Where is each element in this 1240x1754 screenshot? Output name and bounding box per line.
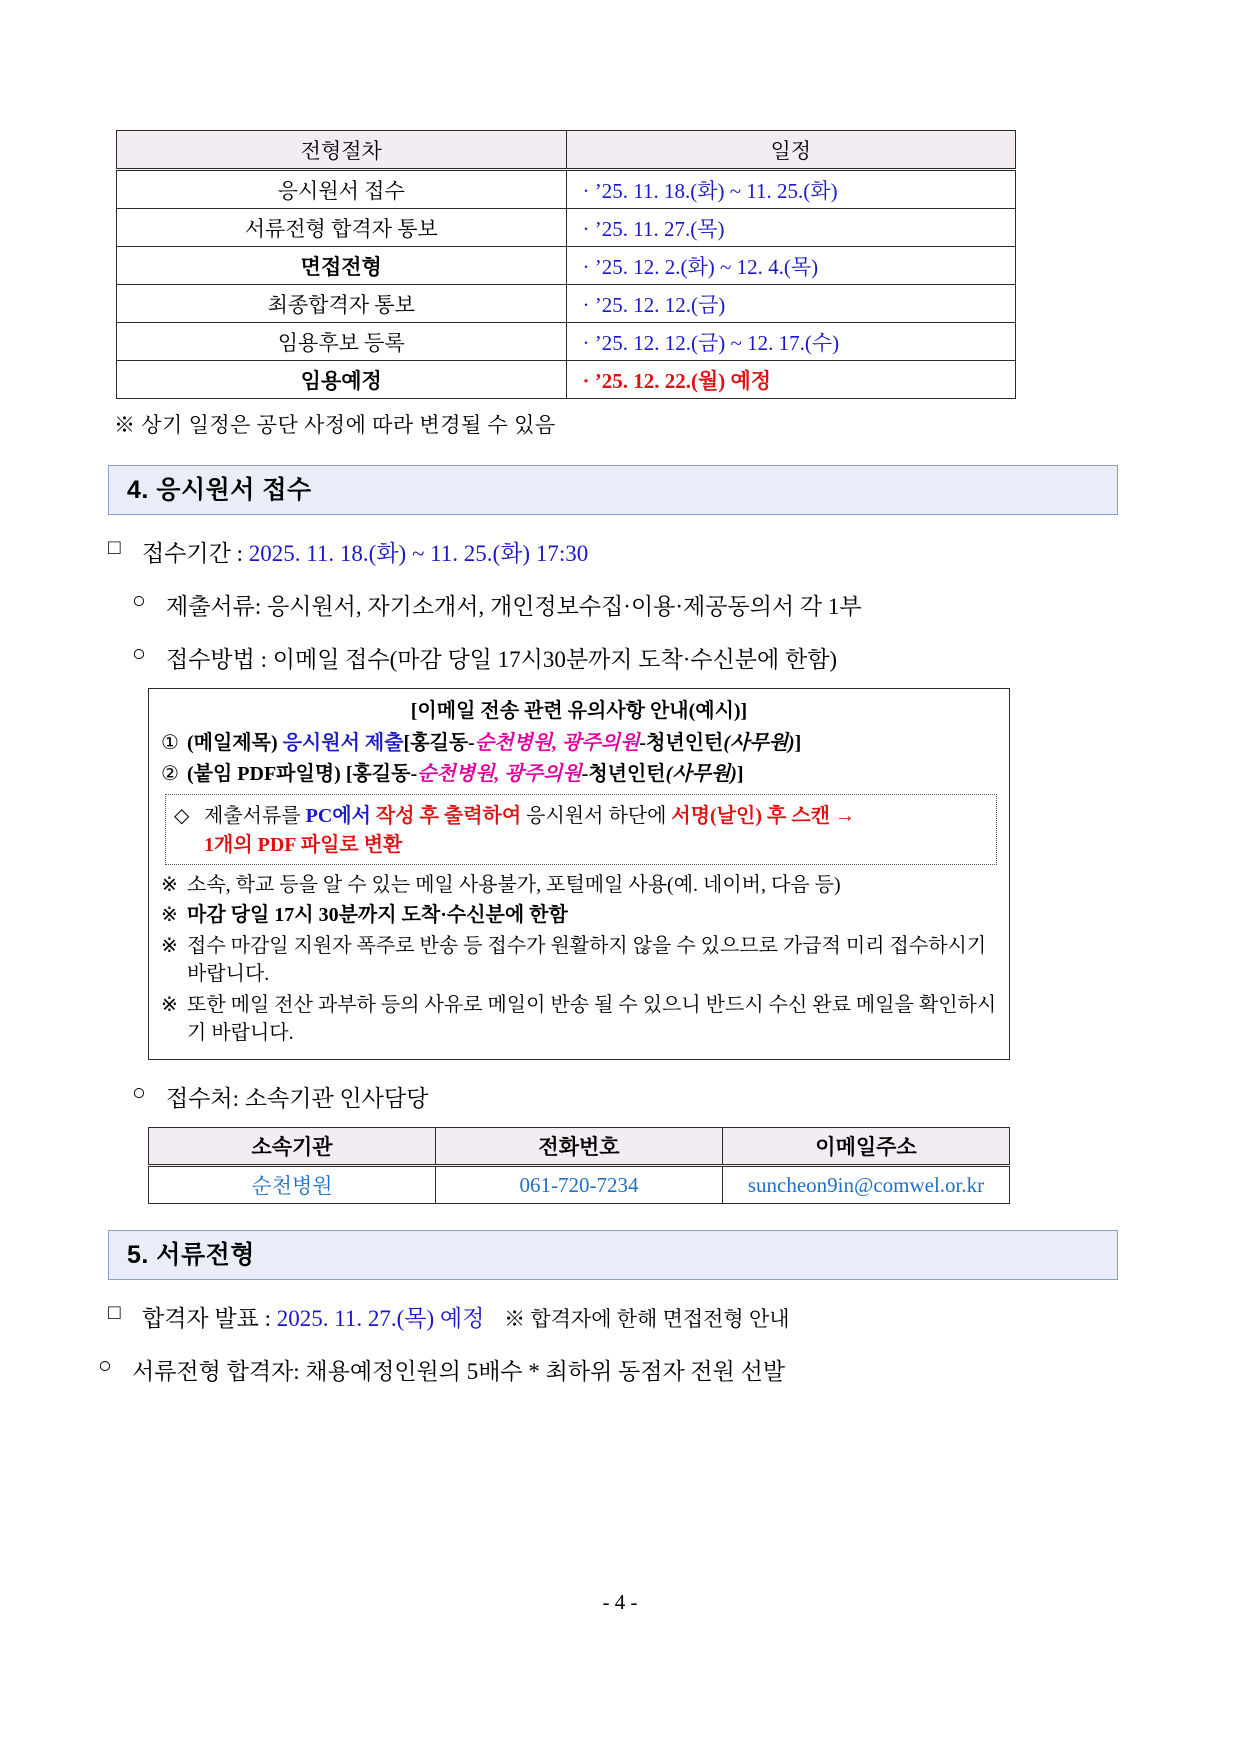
cell-org: 순천병원 <box>149 1166 436 1204</box>
pdf-conversion-notice <box>165 794 997 865</box>
cell-process: 임용후보 등록 <box>117 323 567 361</box>
email-note-4-text: 또한 메일 전산 과부하 등의 사유로 메일이 반송 될 수 있으니 반드시 수신 완료 메일을 확인하시기 바랍니다. <box>187 993 997 1044</box>
email-note-3-text: 접수 마감일 지원자 폭주로 반송 등 접수가 원활하지 않을 수 있으므로 가급적 미리 접수하시기 바랍니다. <box>187 934 987 986</box>
announcement-text <box>142 1300 1118 1333</box>
receiver-row <box>108 1080 1118 1113</box>
dash-4: - <box>581 762 589 785</box>
pdf-bracket-close: ] <box>736 762 744 785</box>
schedule-table-head <box>117 131 1016 170</box>
table-row <box>149 1166 1010 1204</box>
cell-date: · ’25. 12. 2.(화) ~ 12. 4.(목) <box>566 247 1016 285</box>
method-text: 접수방법 : 이메일 접수(마감 당일 17시30분까지 도착·수신분에 한함) <box>166 647 838 672</box>
email-notice-box <box>148 688 1010 1060</box>
email-note-2-text: 마감 당일 17시 30분까지 도착·수신분에 한함 <box>187 904 568 927</box>
section-heading-5: 5. 서류전형 <box>108 1230 1118 1280</box>
method-row <box>108 641 1118 674</box>
announcement-note: ※ 합격자에 한해 면접전형 안내 <box>504 1307 790 1332</box>
cell-date: · ’25. 11. 18.(화) ~ 11. 25.(화) <box>566 170 1016 209</box>
circle-bullet-icon: ○ <box>132 588 146 613</box>
table-row <box>117 170 1016 209</box>
star-bullet-icon: ※ <box>161 934 178 957</box>
square-bullet-icon: □ <box>108 535 121 559</box>
pdf-conv-pc: PC에서 <box>305 805 371 828</box>
passers-row <box>98 1353 1118 1386</box>
cell-process: 서류전형 합격자 통보 <box>117 209 567 247</box>
section-heading-4: 4. 응시원서 접수 <box>108 465 1118 515</box>
star-bullet-icon: ※ <box>161 993 178 1016</box>
job-type-2: (사무원) <box>665 762 737 785</box>
cell-date: · ’25. 12. 22.(월) 예정 <box>566 361 1016 399</box>
cell-date: · ’25. 12. 12.(금) ~ 12. 17.(수) <box>566 323 1016 361</box>
pdf-conv-t5: 응시원서 하단에 <box>521 805 672 828</box>
circle-bullet-icon: ○ <box>132 1080 146 1106</box>
mail-subject-label: (메일제목) <box>187 732 278 755</box>
hospital-name-1: 순천병원, 광주의원 <box>474 732 640 755</box>
contact-table-head <box>149 1128 1010 1166</box>
mail-subject-bracket-close: ] <box>794 732 802 755</box>
dash-1: - <box>468 732 475 755</box>
circled-number-1-icon: ① <box>161 732 179 755</box>
diamond-bullet-icon: ◇ <box>174 805 190 828</box>
page-number: - 4 - <box>602 1590 638 1614</box>
table-header-row <box>117 131 1016 170</box>
pdf-conv-convert: 1개의 PDF 파일로 변환 <box>204 833 403 856</box>
email-notice-item-1-text <box>187 729 997 757</box>
cell-date: · ’25. 12. 12.(금) <box>566 285 1016 323</box>
column-header-date: 일정 <box>566 131 1016 170</box>
mail-subject-emphasis: 응시원서 제출 <box>282 732 404 755</box>
cell-date: · ’25. 11. 27.(목) <box>566 209 1016 247</box>
position-name-1: 청년인턴 <box>646 732 724 755</box>
table-row <box>117 247 1016 285</box>
announcement-label: 합격자 발표 : <box>142 1306 277 1332</box>
circled-number-2-icon: ② <box>161 762 179 785</box>
receipt-period-text <box>142 535 1118 568</box>
column-header-phone: 전화번호 <box>436 1128 723 1166</box>
table-row <box>117 323 1016 361</box>
receipt-period-value: 2025. 11. 18.(화) ~ 11. 25.(화) 17:30 <box>248 541 589 566</box>
cell-process: 응시원서 접수 <box>117 170 567 209</box>
receiver-text: 접수처: 소속기관 인사담당 <box>166 1086 429 1112</box>
pdf-conv-sign: 서명(날인) 후 스캔 → <box>671 805 855 828</box>
square-bullet-icon: □ <box>108 1300 121 1325</box>
cell-process: 임용예정 <box>117 361 567 399</box>
cell-process: 면접전형 <box>117 247 567 285</box>
contact-table <box>148 1127 1010 1204</box>
pdf-conv-print: 작성 후 출력하여 <box>375 805 522 828</box>
documents-text: 제출서류: 응시원서, 자기소개서, 개인정보수집·이용·제공동의서 각 1부 <box>166 594 862 619</box>
receipt-period-row <box>108 535 1118 568</box>
column-header-process: 전형절차 <box>117 131 567 170</box>
passers-text: 서류전형 합격자: 채용예정인원의 5배수 * 최하위 동점자 전원 선발 <box>132 1359 786 1385</box>
email-note-3 <box>161 932 997 989</box>
pdf-conv-t1: 제출서류를 <box>204 805 306 828</box>
table-header-row <box>149 1128 1010 1166</box>
pdf-conversion-line <box>174 802 988 859</box>
pdf-bracket-open: [홍길동 <box>345 762 411 785</box>
star-bullet-icon: ※ <box>161 873 178 896</box>
table-row <box>117 285 1016 323</box>
table-row <box>117 209 1016 247</box>
dash-3: - <box>410 762 418 785</box>
contact-table-body <box>149 1166 1010 1204</box>
circle-bullet-icon: ○ <box>98 1353 112 1379</box>
announcement-row <box>108 1300 1118 1333</box>
hospital-name-2: 순천병원, 광주의원 <box>417 762 582 785</box>
cell-email: suncheon9in@comwel.or.kr <box>723 1166 1010 1204</box>
cell-phone: 061-720-7234 <box>436 1166 723 1204</box>
circle-bullet-icon: ○ <box>132 641 146 666</box>
email-notice-item-1 <box>161 729 997 757</box>
receipt-period-label: 접수기간 : <box>142 541 249 566</box>
email-notice-title: [이메일 전송 관련 유의사항 안내(예시)] <box>410 700 748 722</box>
schedule-note: ※ 상기 일정은 공단 사정에 따라 변경될 수 있음 <box>114 413 556 437</box>
email-note-1 <box>161 871 997 899</box>
pdf-conversion-text <box>204 802 988 859</box>
column-header-org: 소속기관 <box>149 1128 436 1166</box>
email-note-1-text: 소속, 학교 등을 알 수 있는 메일 사용불가, 포털메일 사용(예. 네이버, 다음 등) <box>187 873 841 896</box>
schedule-table-body <box>117 170 1016 399</box>
table-row <box>117 361 1016 399</box>
announcement-value: 2025. 11. 27.(목) 예정 <box>276 1306 485 1332</box>
schedule-table <box>116 130 1016 399</box>
dash-2: - <box>639 732 647 755</box>
position-name-2: 청년인턴 <box>588 762 666 785</box>
star-bullet-icon: ※ <box>161 904 178 927</box>
document-content <box>98 130 1118 1386</box>
email-note-2 <box>161 901 997 929</box>
email-note-4 <box>161 991 997 1048</box>
email-notice-item-2 <box>161 760 997 788</box>
mail-subject-bracket-open: [홍길동 <box>403 732 469 755</box>
email-notice-item-2-text <box>187 760 997 788</box>
job-type-1: (사무원) <box>723 732 795 755</box>
documents-row <box>108 588 1118 621</box>
pdf-filename-label: (붙임 PDF파일명) <box>187 762 341 785</box>
cell-process: 최종합격자 통보 <box>117 285 567 323</box>
column-header-email: 이메일주소 <box>723 1128 1010 1166</box>
